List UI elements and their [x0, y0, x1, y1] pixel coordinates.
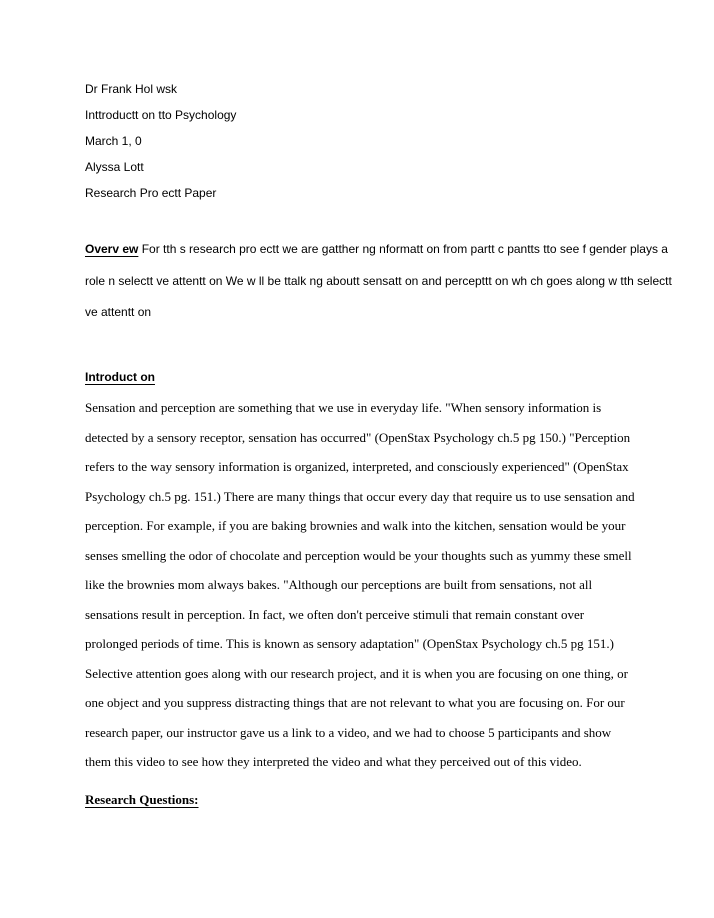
- introduction-line: prolonged periods of time. This is known as sensory adaptation" (OpenStax Psychology ch.5 pg 151.): [85, 636, 614, 651]
- research-questions-heading: Research Questions:: [85, 792, 199, 807]
- overview-heading: Overv ew: [85, 242, 139, 256]
- introduction-line: research paper, our instructor gave us a link to a video, and we had to choose 5 participants and show: [85, 724, 612, 740]
- introduction-line: sensations result in perception. In fact, we often don't perceive stimuli that remain constant over: [85, 606, 585, 622]
- course-name: Inttroductt on tto Psychology: [85, 108, 237, 122]
- introduction-line: refers to the way sensory information is organized, interpreted, and consciously experienced" (OpenStax: [85, 459, 629, 474]
- introduction-line: senses smelling the odor of chocolate and perception would be your thoughts such as yummy these smell: [85, 547, 632, 563]
- introduction-line: detected by a sensory receptor, sensation has occurred" (OpenStax Psychology ch.5 pg 150.) "Perception: [85, 429, 631, 445]
- assignment-title: Research Pro ectt Paper: [85, 186, 217, 200]
- introduction-line: one object and you suppress distracting things that are not relevant to what you are focusing on. For our: [85, 695, 625, 710]
- author-name: Alyssa Lott: [85, 160, 144, 174]
- introduction-line: Psychology ch.5 pg. 151.) There are many things that occur every day that require us to use sensation and: [85, 488, 635, 504]
- introduction-line: Sensation and perception are something that we use in everyday life. "When sensory information is: [85, 400, 602, 415]
- introduction-line: them this video to see how they interpreted the video and what they perceived out of this video.: [85, 754, 582, 769]
- overview-text: For tth s research pro ectt we are gatther ng nformatt on from partt c pantts tto see f gender plays a role n selectt ve attentt on We w ll be ttalk ng aboutt sensatt on and percepttt on wh ch goes along w tth selectt ve attentt on: [85, 242, 672, 319]
- introduction-line: like the brownies mom always bakes. "Although our perceptions are built from sensations, not all: [85, 577, 593, 592]
- introduction-line: perception. For example, if you are baking brownies and walk into the kitchen, sensation would be your: [85, 518, 626, 533]
- overview-paragraph: [85, 234, 675, 329]
- introduction-line: Selective attention goes along with our research project, and it is when you are focusing on one thing, or: [85, 665, 628, 681]
- introduction-body: [85, 393, 645, 777]
- instructor-name: Dr Frank Hol wsk: [85, 82, 178, 96]
- introduction-heading: Introduct on: [85, 370, 155, 384]
- document-date: March 1, 0: [85, 134, 142, 148]
